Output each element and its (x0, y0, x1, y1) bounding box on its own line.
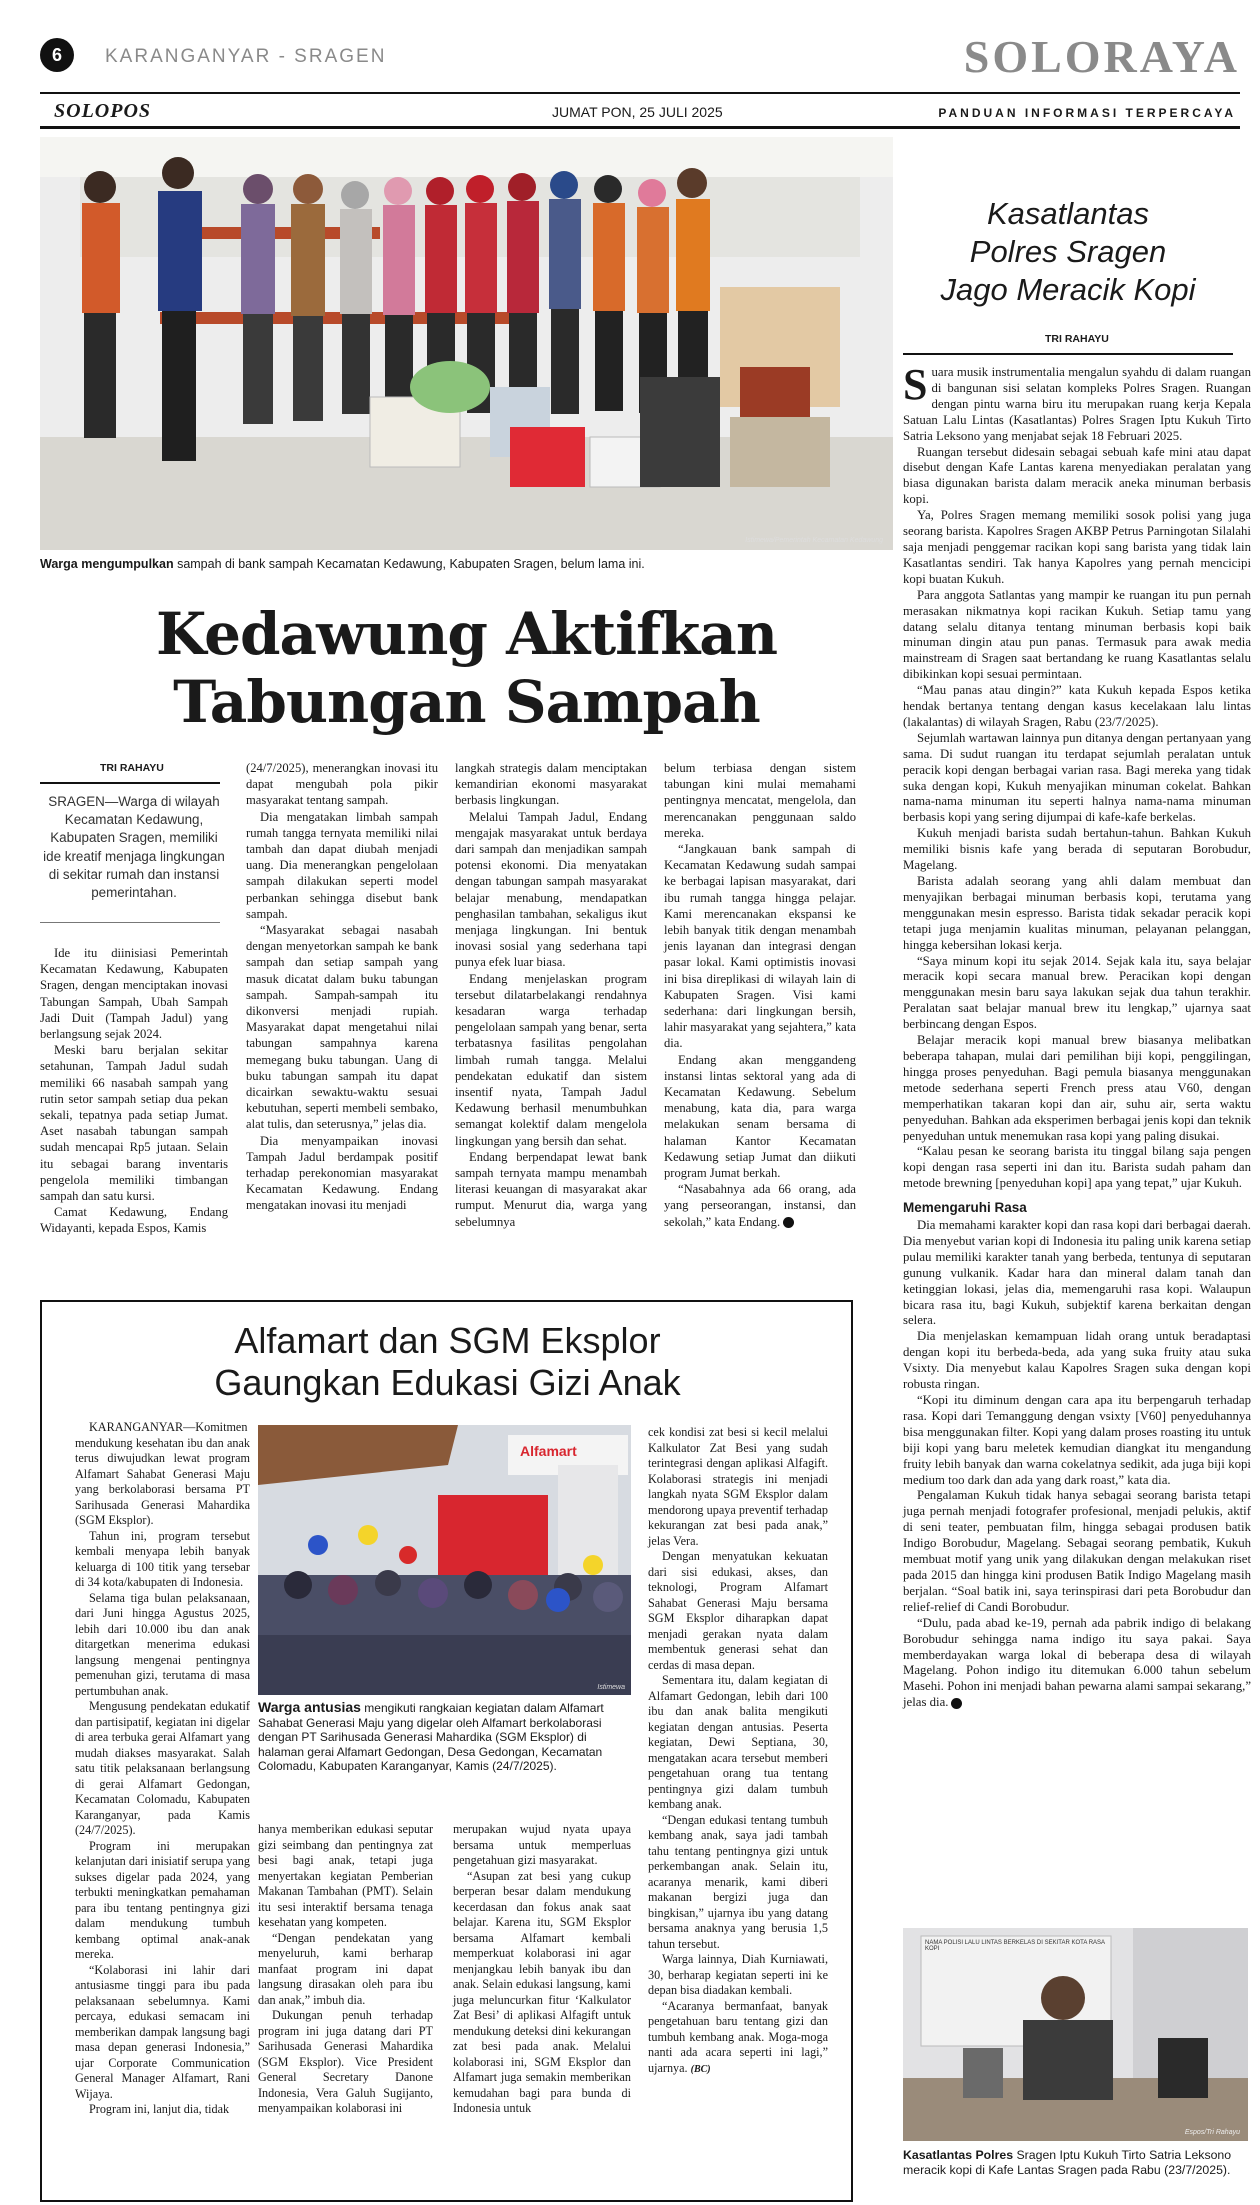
story1-photo (40, 137, 893, 550)
story3-column-4 (648, 1425, 828, 2077)
story1-caption (40, 557, 893, 571)
story3-headline (50, 1320, 845, 1404)
story1-column-3 (455, 760, 647, 1230)
story2-headline-line3: Jago Meracik Kopi (940, 272, 1196, 307)
story2-p1-text: uara musik instrumentalia mengalun syahdu di dalam ruangan di bangunan sisi selatan kompleks Polres Sragen. Ruangan dengan pintu warna biru itu merupakan ruang kerja Kepala Satuan Lalu Lintas (Kasatlantas) Polres Sragen Iptu Kukuh Tirto Satria Leksono yang menjabat sejak 18 Februari 2025. (903, 365, 1251, 443)
story1-c1-p2: Meski baru berjalan sekitar setahunan, Tampah Jadul sudah memiliki 66 nasabah sampah yang rutin setor sampah setiap dua pekan sekali, tepatnya pada setiap Jumat. Aset nasabah tabungan sampah sudah mencapai Rp5 jutaan. Selain itu sebagai barang inventaris pengelola memiliki timbangan sampah dan satu kursi. (40, 1043, 228, 1204)
story2-drop-cap: S (903, 360, 928, 409)
story1-c4-p3: Endang akan menggandeng instansi lintas sektoral yang ada di Kecamatan Kedawung. Sebelum menabung, kata dia, para warga melakukan senam bersama di halaman Kantor Kecamatan Kedawung setiap Jumat dan diikuti program Jumat berkah. (664, 1052, 856, 1181)
story1-photo-credit: Istimewa/Pemerintah Kecamatan Kedawung (745, 537, 883, 544)
story2-headline-line1: Kasatlantas (987, 196, 1149, 231)
story1-c4-p2: “Jangkauan bank sampah di Kecamatan Kedawung sudah sampai ke berbagai lapisan masyarakat, dari ibu rumah tangga hingga pelajar. Kami merencanakan ekspansi ke lebih banyak titik dengan menambah jenis layanan dan integrasi dengan pasar lokal. Kami optimistis inovasi ini bisa direplikasi di wilayah lain di Kabupaten Sragen. Visi kami sederhana: dari lingkungan bersih, lahir masyarakat yang sejahtera,” kata dia. (664, 842, 856, 1051)
barista-photo-illustration (903, 1928, 1248, 2141)
end-mark-icon (783, 1217, 794, 1228)
story2-caption-text: Sragen Iptu Kukuh Tirto Satria Leksono meracik kopi di Kafe Lantas Sragen pada Rabu (23/7/2025). (903, 2148, 1232, 2177)
story3-c2-p2: “Dengan pendekatan yang menyeluruh, kami berharap manfaat program ini dapat langsung dirasakan oleh para ibu dan anak,” imbuh dia. (258, 1930, 433, 2007)
story1-caption-text: sampah di bank sampah Kecamatan Kedawung, Kabupaten Sragen, belum lama ini. (173, 557, 645, 571)
group-photo-illustration (40, 137, 893, 550)
story2-body (903, 360, 1251, 1711)
story3-c1-p7: Program ini, lanjut dia, tidak (89, 2102, 230, 2116)
story2-p8: Barista adalah seorang yang ahli dalam membuat dan menyajikan berbagai minuman berbasis kopi, terutama yang menggunakan mesin espresso. Barista tidak sekadar peracik kopi tetapi juga menjamin kualitas minuman, pelayanan pelanggan, hingga kebersihan lokasi kerja. (903, 874, 1251, 952)
story3-caption-text: mengikuti rangkaian kegiatan dalam Alfamart Sahabat Generasi Maju yang digelar oleh Alfamart berkolaborasi dengan PT Sarihusada Generasi Mahardika (SGM Eksplor) di halaman gerai Alfamart Gedongan, Desa Gedongan, Kecamatan Colomadu, Kabupaten Karanganyar, Kamis (24/7/2025). (258, 1701, 604, 1773)
story1-c2-p3: “Masyarakat sebagai nasabah dengan menyetorkan sampah ke bank sampah dan setiap sampah yang masuk dicatat dalam buku tabungan sampah. Sampah-sampah itu dikonversi menjadi rupiah. Masyarakat dapat mengetahui nilai tabungan sampahnya karena memegang buku tabungan. Uang di buku tabungan sampah itu dapat dicairkan sewaktu-waktu sesuai kebutuhan, seperti membeli sembako, alat tulis, dan seterusnya,” jelas dia. (246, 923, 438, 1132)
story2-p2: Ruangan tersebut didesain sebagai sebuah kafe mini atau dapat disebut dengan Kafe Lantas karena menyediakan peralatan yang biasa digunakan barista dalam meracik aneka minuman berbasis kopi. (903, 444, 1251, 507)
story3-column-1 (75, 1420, 250, 2118)
story2-photo-banner: NAMA POLISI LALU LINTAS BERKELAS DI SEKITAR KOTA RASA KOPI (925, 1940, 1105, 1952)
story3-column-2 (258, 1822, 433, 2117)
story2-p6: Sejumlah wartawan lainnya pun ditanya dengan pertanyaan yang sama. Di sudut ruangan itu terdapat sejumlah peralatan untuk peracik kopi dengan berbagai varian rasa. Bagi mereka yang tidak suka dengan kopi, Kukuh menyajikan minuman cokelat. Bahkan nama-nama minuman itu seperti halnya nama-nama minuman berbasis kopi yang sering dijumpai di kafe-kafe berkelas. (903, 730, 1251, 825)
story2-p15: Pengalaman Kukuh tidak hanya sebagai seorang barista tetapi juga pernah menjadi fotografer profesional, menjadi pelukis, aktif di seni teater, pembuatan film, hingga sebagai produsen batik Indigo Borobudur, Magelang. Sebagai seorang pembatik, Kukuh membuat motif yang unik yang dilakukan dengan melakukan riset pada 2015 dan hingga kini produsen Batik Indigo Magelang masih berjalan. “Soal batik ini, saya terinspirasi dari peta Borobudur dan relief-relief di Candi Borobudur. (903, 1488, 1251, 1614)
story1-c1-p3: Camat Kedawung, Endang Widayanti, kepada Espos, Kamis (40, 1205, 228, 1236)
publication-logo: SOLOPOS (54, 100, 152, 122)
header-rule-bottom (40, 126, 1240, 129)
story2-p13: Dia menjelaskan kemampuan lidah orang untuk beradaptasi dengan kopi itu berbeda-beda, ada yang suka fruity atau suka Vsixty. Dia menyebut kalau Kapolres Sragen suka dengan kopi robusta ringan. (903, 1329, 1251, 1392)
story1-c3-p4: Endang berpendapat lewat bank sampah ternyata mampu menambah literasi keuangan di masyarakat akar rumput. Menurut dia, warga yang sebelumnya (455, 1149, 647, 1229)
story3-c1-p5: Program ini merupakan kelanjutan dari inisiatif serupa yang sukses digelar pada 2024, yang terbukti meningkatkan pemahaman para ibu tentang pentingnya gizi dalam mendukung tumbuh kembang optimal anak-anak mereka. (75, 1838, 250, 1961)
story1-byline-rule (40, 782, 220, 784)
story2-p12: Dia memahami karakter kopi dan rasa kopi dari berbagai daerah. Dia menyebut varian kopi di Indonesia itu paling unik karena setiap pulau memiliki karakter tanah yang berbeda, tentunya di seputaran gunung vulkanik. Kadar hara dan mineral dalam tanah dan ketinggian lokasi, jelas dia, memengaruhi rasa kopi. Walaupun bicara rasa itu, bagi Kukuh, subjektif karena berkaitan dengan selera. (903, 1218, 1251, 1328)
story3-c2-p1: hanya memberikan edukasi seputar gizi seimbang dan pentingnya zat besi bagi anak, tetapi juga menyertakan kegiatan Pemberian Makanan Tambahan (PMT). Selain itu sesi interaktif bersama tenaga kesehatan yang kompeten. (258, 1822, 433, 1929)
story1-byline: TRI RAHAYU (100, 762, 164, 774)
story1-c2-p2: Dia mengatakan limbah sampah rumah tangga ternyata memiliki nilai tambah dan dapat diubah menjadi uang. Dia menerangkan pengelolaan sampah dilakukan seperti model perbankan sehingga disebut bank sampah. (246, 809, 438, 921)
story3-c1-p6: “Kolaborasi ini lahir dari antusiasme tinggi para ibu pada pelaksanaan sebelumnya. Kami percaya, edukasi semacam ini memberikan dampak langsung bagi masa depan generasi Indonesia,” ujar Corporate Communication General Manager Alfamart, Rani Wijaya. (75, 1962, 250, 2101)
story1-headline-line1: Kedawung Aktifkan (155, 600, 778, 668)
story2-p16 (903, 1616, 1251, 1711)
story3-signoff: (BC) (690, 2063, 711, 2075)
story1-c4-p4 (664, 1181, 856, 1230)
story2-p10: Belajar meracik kopi manual brew biasanya melibatkan beberapa tahapan, mulai dari pemilihan biji kopi, penggilingan, hingga proses penyeduhan. Bagi pemula biasanya menggunakan metode sederhana seperti French press atau V60, dengan memperhatikan takaran kopi dan air, suhu air, serta waktu penyeduhan. Bahkan ada eksperimen berbagai jenis kopi dan teknik penyeduhan untuk menemukan rasa kopi yang paling disukai. (903, 1033, 1251, 1143)
story2-photo (903, 1928, 1248, 2141)
rubric-title: SOLORAYA (963, 31, 1240, 82)
story2-p14: “Kopi itu diminum dengan cara apa itu berpengaruh terhadap rasa. Kopi dari Temanggung dengan vsixty [V60] penyeduhannya bisa menggunakan filter. Kopi yang dalam proses roasting itu untuk biji kopi yang baru meletek kemudian diangkat itu mengandung fruity lebih banyak dan warna cokelatnya sedikit, ada juga biji kopi medium too dark dan ada yang dark roast,” kata dia. (903, 1393, 1251, 1487)
story1-headline (40, 600, 893, 736)
story3-photo-credit: Istimewa (597, 1684, 625, 1691)
story3-c3-p2: “Asupan zat besi yang cukup berperan besar dalam mendukung kecerdasan dan fokus anak saat belajar. Karena itu, SGM Eksplor bersama Alfamart kembali memperkuat kolaborasi ini agar menjangkau lebih banyak ibu dan anak. Selain edukasi langsung, kami juga meluncurkan fitur ‘Kalkulator Zat Besi’ di aplikasi Alfagift untuk mendukung deteksi dini kekurangan zat besi pada anak. Melalui kolaborasi ini, SGM Eksplor dan Alfamart juga semakin memberikan kemudahan bagi para bunda di Indonesia untuk (453, 1868, 631, 2115)
story1-column-4 (664, 760, 856, 1230)
story1-column-2 (246, 760, 438, 1214)
story2-headline-line2: Polres Sragen (969, 234, 1167, 269)
story1-c4-p4-text: “Nasabahnya ada 66 orang, ada yang perseorangan, instansi, dan sekolah,” kata Endang. (664, 1182, 856, 1229)
story1-c2-p4: Dia menyampaikan inovasi Tampah Jadul berdampak positif terhadap perekonomian masyarakat Kecamatan Kedawung. Endang mengatakan inovasi itu menjadi (246, 1133, 438, 1213)
story1-c1-p1: Ide itu diinisiasi Pemerintah Kecamatan Kedawung, Kabupaten Sragen, dengan menciptakan inovasi Tabungan Sampah, Ubah Sampah Jadi Duit (Tampah Jadul) yang berlangsung sejak 2024. (40, 946, 228, 1042)
event-photo-illustration (258, 1425, 631, 1695)
header-rule-top (40, 92, 1240, 94)
story3-c1-p2: Tahun ini, program tersebut kembali menyapa lebih banyak keluarga di 100 titik yang tersebar di 34 kota/kabupaten di Indonesia. (75, 1528, 250, 1589)
story3-caption (258, 1700, 631, 1774)
story2-headline (903, 195, 1233, 309)
story2-p5: “Mau panas atau dingin?” kata Kukuh kepada Espos ketika hendak bertanya tentang dengan kasus kecelakaan lalu lintas (lakalantas) di wilayah Sragen, Rabu (23/7/2025). (903, 683, 1251, 729)
story3-c2-p3: Dukungan penuh terhadap program ini juga datang dari PT Sarihusada Generasi Mahardika (SGM Eksplor). Vice President General Secretary Danone Indonesia, Vera Galuh Sugijanto, menyampaikan kolaborasi ini (258, 2008, 433, 2115)
story3-c1-p3: Selama tiga bulan pelaksanaan, dari Juni hingga Agustus 2025, lebih dari 10.000 ibu dan anak ditargetkan menerima edukasi langsung mengenai pentingnya pemenuhan gizi, terutama di masa pertumbuhan anak. (75, 1590, 250, 1698)
alfamart-sign: Alfamart (520, 1443, 577, 1459)
story1-column-1 (40, 945, 228, 1237)
story3-headline-line2: Gaungkan Edukasi Gizi Anak (214, 1362, 681, 1403)
story2-p9: “Saya minum kopi itu sejak 2014. Sejak kala itu, saya belajar meracik kopi secara manual brew. Peracikan kopi dengan menggunakan mesin baru saya lakukan sejak dua tahun terakhir. Peralatan saat belajar manual brew itu lengkap,” ujarnya saat berbincang dengan Espos. (903, 953, 1251, 1032)
story3-column-3 (453, 1822, 631, 2117)
story3-c4-p1: cek kondisi zat besi si kecil melalui Kalkulator Zat Besi yang sudah terintegrasi dengan aplikasi Alfagift. Kolaborasi strategis ini menjadi langkah nyata SGM Eksplor dalam mendorong upaya preventif terhadap kekurangan zat besi pada anak,” jelas Vera. (648, 1425, 828, 1548)
story3-c4-p3: Sementara itu, dalam kegiatan di Alfamart Gedongan, lebih dari 100 ibu dan anak balita mengikuti kegiatan dengan antusias. Peserta kegiatan, Dewi Septiana, 30, mengatakan acara tersebut memberi pengetahuan orang tua tentang pentingnya gizi dalam tumbuh kembang anak. (648, 1673, 828, 1811)
story3-photo (258, 1425, 631, 1695)
story2-p1 (903, 360, 1251, 445)
story2-p11: “Kalau pesan ke seorang barista itu tinggal bilang saja pengen kopi dengan rasa seperti ini dan itu. Barista sudah paham dan metode brewning [penyeduhan kopi] apa yang tepat,” ujar Kukuh. (903, 1144, 1251, 1191)
story3-c4-p2: Dengan menyatukan kekuatan dari sisi edukasi, akses, dan teknologi, Program Alfamart Sahabat Generasi Maju bersama SGM Eksplor diharapkan dapat menjadi gerakan nyata dalam membentuk generasi sehat dan cerdas di masa depan. (648, 1549, 828, 1672)
story2-p4: Para anggota Satlantas yang mampir ke ruangan itu pun pernah merasakan nikmatnya kopi racikan Kukuh. Setiap tamu yang datang selalu ditanya tentang minuman berbasis kopi baik minuman dingin atau pun panas. Termasuk para awak media mainstream di Sragen saat bertandang ke ruang Kasatlantas selalu dibikinkan kopi sesuai permintaan. (903, 587, 1251, 682)
story3-c4-p6-text: “Acaranya bermanfaat, banyak pengetahuan baru tentang gizi dan tumbuh kembang anak. Moga-moga nanti ada acara seperti ini lagi,” ujarnya. (648, 1998, 828, 2075)
story3-c3-p1: merupakan wujud nyata upaya bersama untuk memperluas pengetahuan gizi masyarakat. (453, 1822, 631, 1867)
story2-subhead: Memengaruhi Rasa (903, 1200, 1027, 1216)
story2-byline: TRI RAHAYU (1045, 333, 1109, 345)
story3-c4-p6 (648, 1999, 828, 2078)
story3-headline-line1: Alfamart dan SGM Eksplor (234, 1320, 661, 1361)
story1-lead: SRAGEN—Warga di wilayah Kecamatan Kedawung, Kabupaten Sragen, memiliki ide kreatif menjaga lingkungan di sekitar rumah dan instansi pemerintahan. (43, 794, 225, 901)
story1-lead-rule (40, 922, 220, 923)
story2-p3: Ya, Polres Sragen memang memiliki sosok polisi yang juga seorang barista. Kapolres Sragen AKBP Petrus Parningotan Silalahi saja menjadi penggemar racikan kopi sang barista yang tidak lain Kasatlantas sendiri. Tak hanya Kapolres yang pernah mencicipi kopi buatan Kukuh. (903, 508, 1251, 586)
page-number: 6 (51, 45, 62, 65)
page-number-badge (40, 38, 74, 72)
story2-p16-text: “Dulu, pada abad ke-19, pernah ada pabrik indigo di belakang Borobudur sehingga nama indigo itu saya pakai. Saya memberdayakan warga lokal di beberapa desa di wilayah Magelang. Pohon indigo itu ditemukan 6.000 tahun sebelum Masehi. Pohon ini menjadi bahan pewarna alami sampai sekarang,” jelas dia. (903, 1615, 1251, 1710)
story1-headline-line2: Tabungan Sampah (173, 668, 760, 736)
story1-c4-p1: belum terbiasa dengan sistem tabungan kini mulai memahami pentingnya mencatat, mengelola, dan merencanakan penggunaan saldo mereka. (664, 761, 856, 840)
story2-byline-rule (903, 353, 1233, 355)
end-mark-icon (951, 1698, 962, 1709)
section-label: KARANGANYAR - SRAGEN (105, 46, 387, 67)
story3-c1-p4: Mengusung pendekatan edukatif dan partisipatif, kegiatan ini digelar di area terbuka gerai Alfamart yang mudah diakses masyarakat. Salah satu titik pelaksanaan berlangsung di gerai Alfamart Gedongan, Kecamatan Colomadu, Kabupaten Karanganyar, pada Kamis (24/7/2025). (75, 1699, 250, 1837)
story2-caption (903, 2148, 1248, 2178)
story1-c3-p3: Endang menjelaskan program tersebut dilatarbelakangi rendahnya kesadaran warga terhadap pengelolaan sampah yang benar, serta terbatasnya fasilitas pengolahan limbah rumah tangga. Melalui pendekatan edukatif dan sistem insentif nyata, Tampah Jadul Kedawung berhasil menumbuhkan semangat kolektif dalam mengelola lingkungan yang bersih dan sehat. (455, 971, 647, 1148)
story1-c3-p1: langkah strategis dalam menciptakan kemandirian ekonomi masyarakat berbasis lingkungan. (455, 761, 647, 808)
story1-caption-lead: Warga mengumpulkan (40, 557, 174, 571)
story2-caption-lead: Kasatlantas Polres (903, 2148, 1014, 2162)
tagline: PANDUAN INFORMASI TERPERCAYA (938, 106, 1236, 120)
issue-date: JUMAT PON, 25 JULI 2025 (552, 104, 723, 120)
story1-c3-p2: Melalui Tampah Jadul, Endang mengajak masyarakat untuk berdaya dari sampah dan menjadikan sampah potensi ekonomi. Dia menyatakan dengan tabungan sampah masyarakat belajar menabung, mendapatkan penghasilan tambahan, sekaligus ikut menjaga lingkungan. Ini bentuk inovasi sosial yang sederhana tapi punya efek luar biasa. (455, 809, 647, 970)
story3-caption-lead: Warga antusias (258, 1699, 361, 1715)
story3-c1-p1: KARANGANYAR—Komitmen mendukung kesehatan ibu dan anak terus diwujudkan lewat program Alfamart Sahabat Generasi Maju yang berkolaborasi bersama PT Sarihusada Generasi Mahardika (SGM Eksplor). (75, 1420, 250, 1527)
story2-p7: Kukuh menjadi barista sudah bertahun-tahun. Bahkan Kukuh memiliki bisnis kafe yang berada di seputaran Borobudur, Magelang. (903, 826, 1251, 873)
story1-c2-p1: (24/7/2025), menerangkan inovasi itu dapat mengubah pola pikir masyarakat tentang sampah. (246, 761, 438, 808)
story3-c4-p5: Warga lainnya, Diah Kurniawati, 30, berharap kegiatan seperti ini ke depan bisa diadakan kembali. (648, 1952, 828, 1997)
story2-photo-credit: Espos/Tri Rahayu (1184, 2129, 1240, 2136)
story3-c4-p4: “Dengan edukasi tentang tumbuh kembang anak, saya jadi tambah tahu tentang pentingnya gizi untuk perkembangan anak. Selain itu, acaranya menarik, kami diberi makanan bergizi juga dan bingkisan,” ujarnya ibu yang datang bersama anaknya yang berusia 1,5 tahun tersebut. (648, 1812, 828, 1951)
